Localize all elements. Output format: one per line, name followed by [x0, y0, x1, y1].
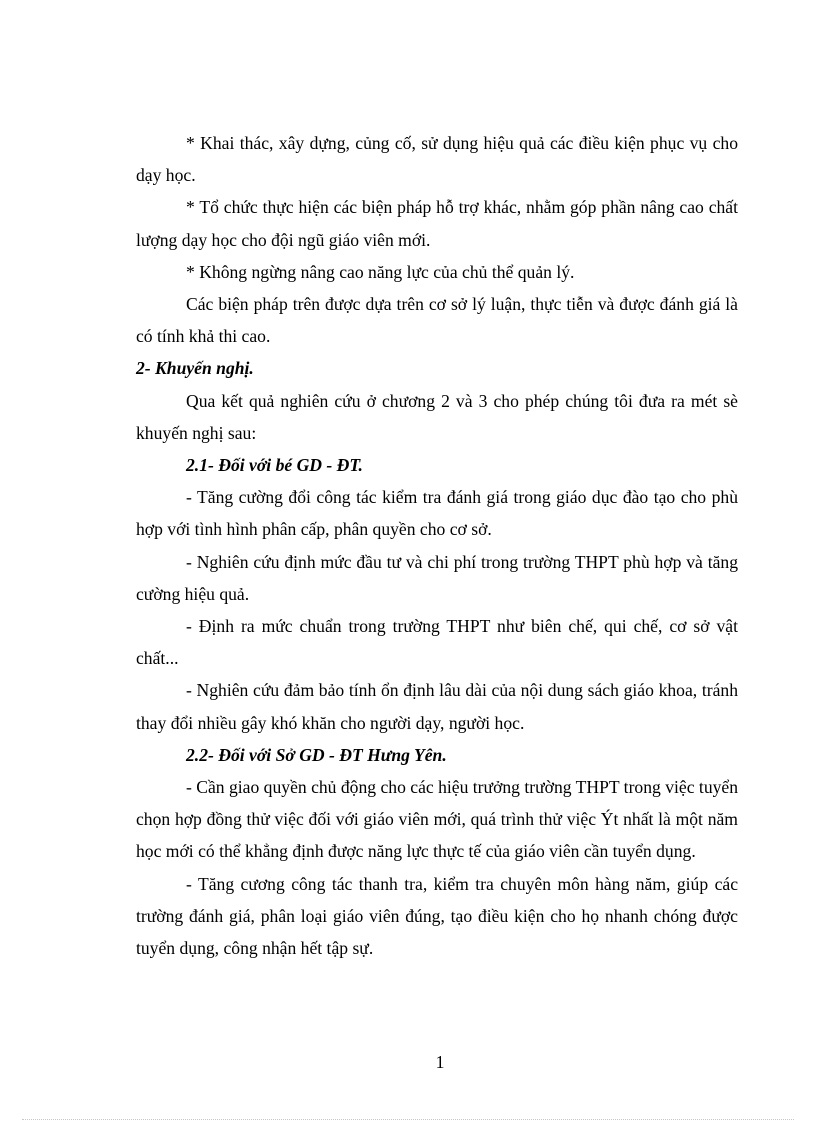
paragraph: - Định ra mức chuẩn trong trường THPT như biên chế, qui chế, cơ sở vật chất... — [136, 616, 738, 669]
paragraph: - Nghiên cứu định mức đầu tư và chi phí trong trường THPT phù hợp và tăng cường hiệu quả. — [136, 551, 738, 604]
paragraph: - Tăng cương công tác thanh tra, kiểm tra chuyên môn hàng năm, giúp các trường đánh giá, phân loại giáo viên đúng, tạo điều kiện cho họ nhanh chóng được tuyển dụng, công nhận hết tập sự. — [136, 873, 738, 959]
paragraph: * Khai thác, xây dựng, củng cố, sử dụng hiệu quả các điều kiện phục vụ cho dạy học. — [136, 133, 738, 186]
document-body — [136, 127, 738, 964]
paragraph: - Nghiên cứu đảm bảo tính ổn định lâu dài của nội dung sách giáo khoa, tránh thay đổi nhiều gây khó khăn cho người dạy, người học. — [136, 680, 738, 733]
paragraph: - Cần giao quyền chủ động cho các hiệu trưởng trường THPT trong việc tuyển chọn hợp đồng thử việc đối với giáo viên mới, quá trình thử việc Ýt nhất là một năm học mới có thể khẳng định được năng lực thực tế của giáo viên cần tuyển dụng. — [136, 777, 739, 862]
subsection-heading: 2.2- Đối với Sở GD - ĐT Hưng Yên. — [186, 744, 447, 765]
page-bottom-divider — [22, 1119, 794, 1120]
page-number: 1 — [435, 1052, 445, 1072]
section-heading: 2- Khuyến nghị. — [136, 358, 254, 379]
paragraph: Qua kết quả nghiên cứu ở chương 2 và 3 cho phép chúng tôi đưa ra mét sè khuyến nghị sau: — [136, 390, 738, 443]
paragraph: * Tổ chức thực hiện các biện pháp hỗ trợ khác, nhằm góp phần nâng cao chất lượng dạy học cho đội ngũ giáo viên mới. — [136, 197, 738, 250]
paragraph: * Không ngừng nâng cao năng lực của chủ thể quản lý. — [186, 261, 575, 282]
paragraph: - Tăng cường đổi công tác kiểm tra đánh giá trong giáo dục đào tạo cho phù hợp với tình hình phân cấp, phân quyền cho cơ sở. — [136, 487, 738, 540]
subsection-heading: 2.1- Đối với bé GD - ĐT. — [186, 455, 363, 476]
paragraph: Các biện pháp trên được dựa trên cơ sở lý luận, thực tiễn và được đánh giá là có tính khả thi cao. — [136, 294, 738, 347]
